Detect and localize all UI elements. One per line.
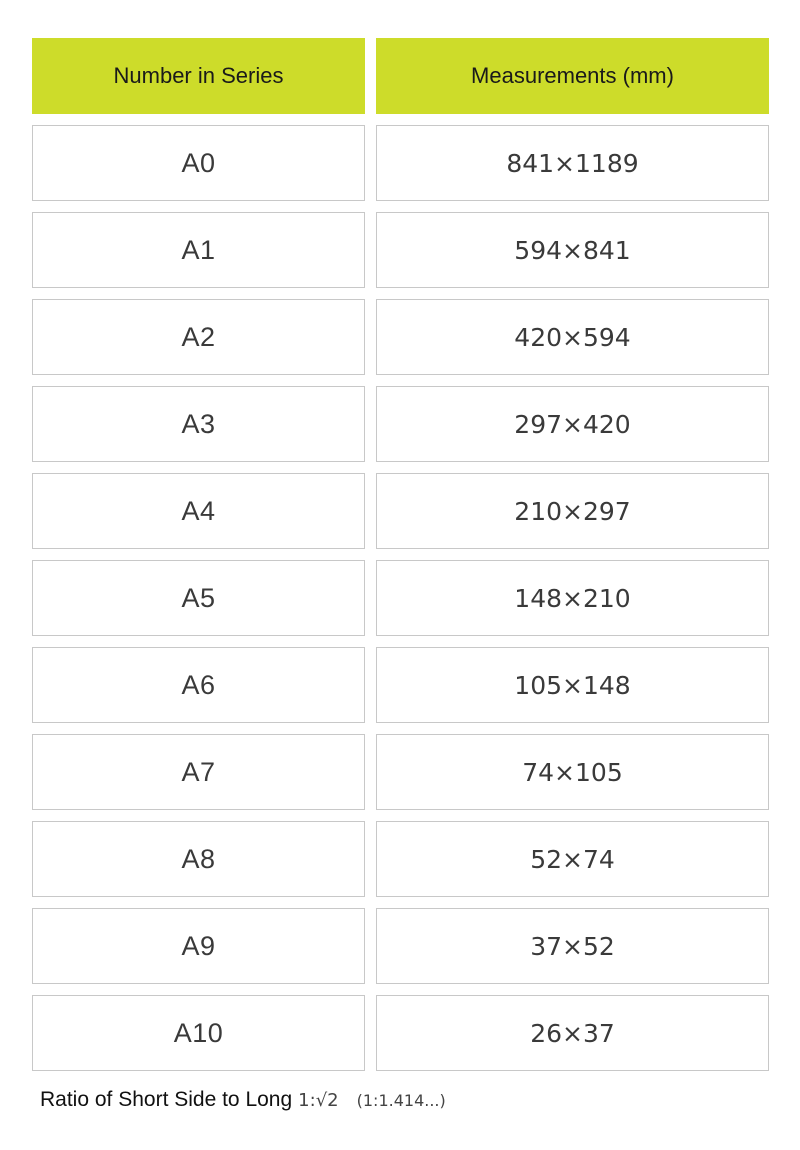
table-row (32, 473, 769, 549)
series-cell: A10 (32, 995, 365, 1071)
ratio-footnote (40, 1088, 446, 1112)
series-cell: A8 (32, 821, 365, 897)
table-row (32, 560, 769, 636)
table-header-row (32, 38, 769, 114)
header-measurements: Measurements (mm) (376, 38, 769, 114)
ratio-value: 1:√2 (298, 1090, 339, 1111)
ratio-label: Ratio of Short Side to Long (40, 1088, 293, 1111)
table-row (32, 908, 769, 984)
measurement-cell: 420×594 (376, 299, 769, 375)
series-cell: A3 (32, 386, 365, 462)
series-cell: A2 (32, 299, 365, 375)
table-row (32, 125, 769, 201)
table-row (32, 299, 769, 375)
table-row (32, 647, 769, 723)
series-cell: A9 (32, 908, 365, 984)
measurement-cell: 594×841 (376, 212, 769, 288)
table-row (32, 734, 769, 810)
table-row (32, 212, 769, 288)
series-cell: A1 (32, 212, 365, 288)
series-cell: A4 (32, 473, 365, 549)
series-cell: A0 (32, 125, 365, 201)
measurement-cell: 26×37 (376, 995, 769, 1071)
measurement-cell: 37×52 (376, 908, 769, 984)
header-number-in-series: Number in Series (32, 38, 365, 114)
ratio-approx: (1:1.414...) (356, 1091, 446, 1110)
table-row (32, 821, 769, 897)
series-cell: A7 (32, 734, 365, 810)
measurement-cell: 74×105 (376, 734, 769, 810)
paper-size-table (32, 38, 769, 1082)
measurement-cell: 52×74 (376, 821, 769, 897)
table-row (32, 386, 769, 462)
measurement-cell: 148×210 (376, 560, 769, 636)
measurement-cell: 297×420 (376, 386, 769, 462)
table-row (32, 995, 769, 1071)
measurement-cell: 105×148 (376, 647, 769, 723)
series-cell: A5 (32, 560, 365, 636)
measurement-cell: 210×297 (376, 473, 769, 549)
measurement-cell: 841×1189 (376, 125, 769, 201)
series-cell: A6 (32, 647, 365, 723)
